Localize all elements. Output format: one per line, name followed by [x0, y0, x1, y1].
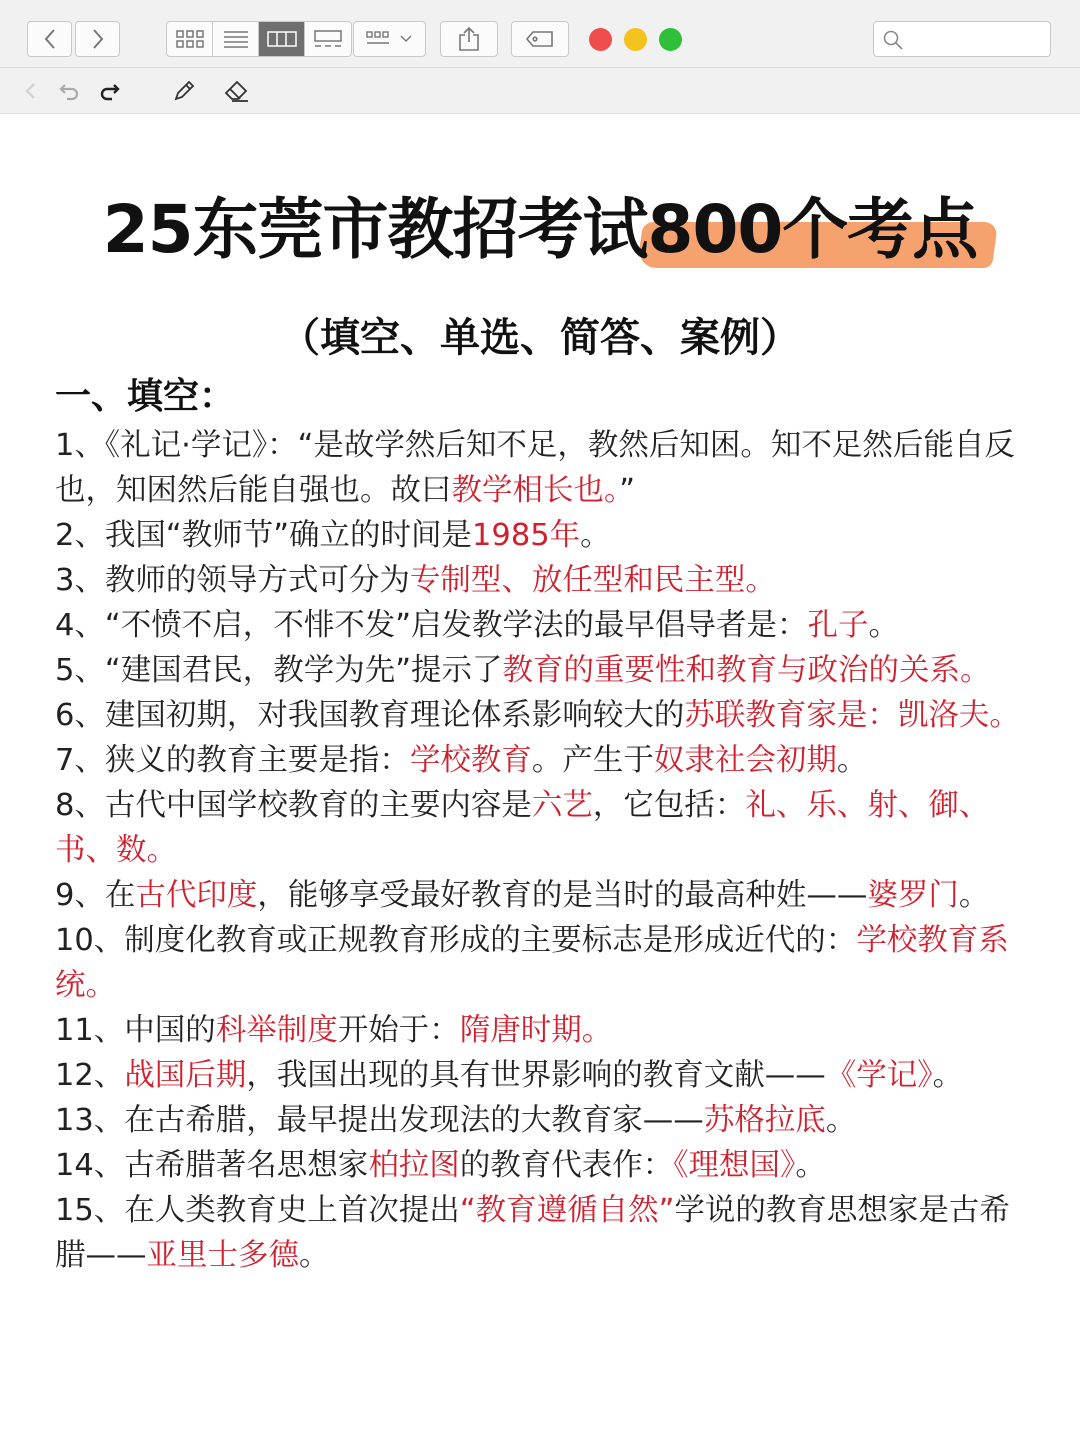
zoom-window-button[interactable]: [659, 28, 682, 51]
list-item: 10、制度化教育或正规教育形成的主要标志是形成近代的：学校教育系统。: [55, 923, 1009, 1003]
list-item: 11、中国的科举制度开始于：隋唐时期。: [55, 1013, 613, 1048]
close-window-button[interactable]: [589, 28, 612, 51]
list-item: 12、战国后期，我国出现的具有世界影响的教育文献——《学记》。: [55, 1058, 964, 1093]
list-item: 4、“不愤不启，不悱不发”启发教学法的最早倡导者是：孔子。: [55, 608, 900, 643]
grid-view-icon[interactable]: [167, 22, 213, 56]
markup-toolbar: [0, 68, 1080, 114]
question-list: [55, 423, 1035, 1278]
search-icon: [882, 29, 904, 51]
title-block: [0, 188, 1080, 272]
view-switcher: [166, 21, 352, 57]
top-toolbar: [0, 0, 1080, 68]
page-subtitle: （填空、单选、简答、案例）: [280, 315, 800, 361]
group-icon[interactable]: [353, 21, 426, 57]
list-item: 15、在人类教育史上首次提出“教育遵循自然”学说的教育思想家是古希腊——亚里士多德。: [55, 1193, 1010, 1273]
chevron-right-icon[interactable]: [75, 21, 120, 57]
column-view-icon[interactable]: [259, 22, 305, 56]
list-item: 14、古希腊著名思想家柏拉图的教育代表作：《理想国》。: [55, 1148, 826, 1183]
page-title: 25东莞市教招考试800个考点: [102, 191, 978, 268]
list-item: 7、狭义的教育主要是指：学校教育。产生于奴隶社会初期。: [55, 743, 868, 778]
minimize-window-button[interactable]: [624, 28, 647, 51]
share-icon[interactable]: [440, 21, 498, 57]
list-item: 8、古代中国学校教育的主要内容是六艺，它包括：礼、乐、射、御、书、数。: [55, 788, 990, 868]
undo-icon[interactable]: [57, 78, 83, 104]
eraser-icon[interactable]: [224, 78, 250, 104]
list-item: 3、教师的领导方式可分为专制型、放任型和民主型。: [55, 563, 776, 598]
gallery-view-icon[interactable]: [305, 22, 351, 56]
chevron-left-icon[interactable]: [27, 21, 72, 57]
redo-icon[interactable]: [96, 78, 122, 104]
list-item: 1、《礼记·学记》：“是故学然后知不足，教然后知困。知不足然后能自反也，知困然后能自强也。故曰教学相长也。”: [55, 428, 1015, 508]
tag-icon[interactable]: [511, 21, 569, 57]
search-input[interactable]: [873, 21, 1051, 57]
pencil-icon[interactable]: [171, 78, 197, 104]
list-item: 13、在古希腊，最早提出发现法的大教育家——苏格拉底。: [55, 1103, 857, 1138]
list-item: 6、建国初期，对我国教育理论体系影响较大的苏联教育家是：凯洛夫。: [55, 698, 1020, 733]
list-item: 2、我国“教师节”确立的时间是1985年。: [55, 518, 611, 553]
list-view-icon[interactable]: [213, 22, 259, 56]
back-icon[interactable]: [18, 78, 44, 104]
list-item: 5、“建国君民，教学为先”提示了教育的重要性和教育与政治的关系。: [55, 653, 991, 688]
section-heading: 一、填空：: [55, 376, 236, 417]
list-item: 9、在古代印度，能够享受最好教育的是当时的最高种姓——婆罗门。: [55, 878, 990, 913]
